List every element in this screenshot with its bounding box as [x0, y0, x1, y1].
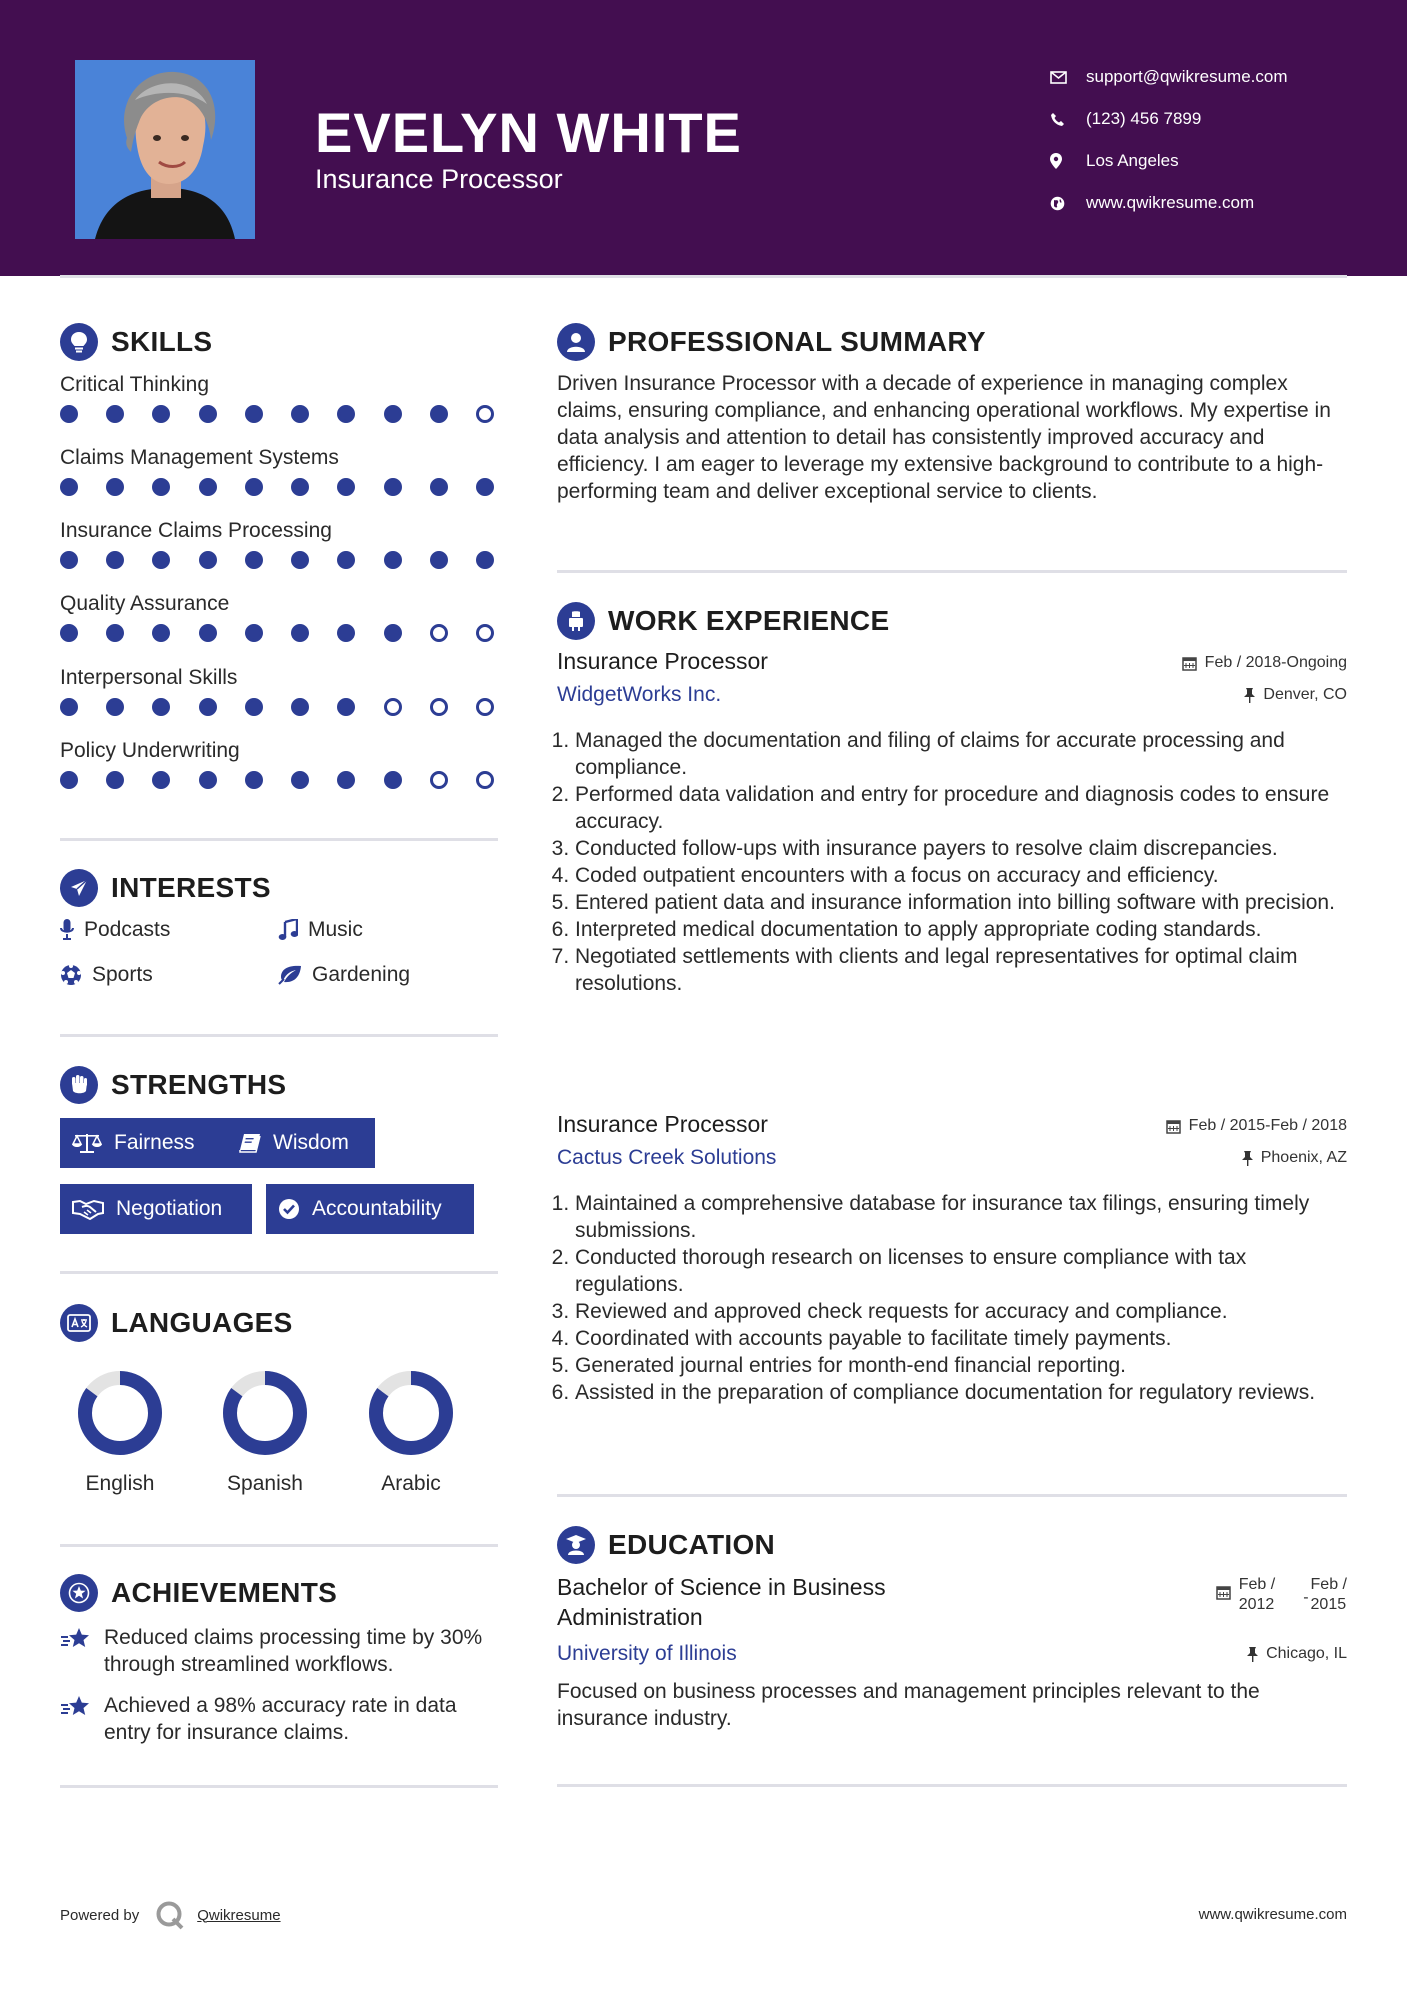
degree-title: Bachelor of Science in Business Administration: [557, 1574, 886, 1630]
rating-dot-empty: [476, 405, 494, 423]
strength-tag: Negotiation: [60, 1184, 252, 1234]
skill-label: Quality Assurance: [60, 592, 230, 615]
job-entry: [557, 648, 1347, 997]
profile-photo: [75, 60, 255, 239]
job-date: Feb / 2015-Feb / 2018: [1166, 1111, 1347, 1135]
skill-item: [60, 517, 500, 569]
rating-dot-empty: [476, 771, 494, 789]
summary-text: Driven Insurance Processor with a decade of experience in managing complex claims, ensuring compliance, and enhancing operational workflows. My expertise in data analysis and attention to detail has consistently improved accuracy and efficiency. I am eager to leverage my extensive background to contribute to a high-performing team and deliver exceptional service to clients.: [557, 372, 1331, 503]
contact-info: [1050, 56, 1380, 224]
powered-by-text: Powered by: [60, 1906, 140, 1924]
contact-phone[interactable]: [1050, 98, 1380, 140]
skill-item: [60, 444, 500, 496]
skill-item: [60, 737, 500, 789]
rating-dot-filled: [384, 771, 402, 789]
user-icon: [557, 323, 595, 361]
rating-dot-filled: [337, 478, 355, 496]
job-bullet: 4. Coordinated with accounts payable to facilitate timely payments.: [575, 1325, 1347, 1352]
handshake-icon: [72, 1198, 104, 1220]
rating-dot-filled: [384, 405, 402, 423]
job-bullet: 1. Maintained a comprehensive database for insurance tax filings, ensuring timely submissions.: [575, 1190, 1347, 1244]
shooting-star-icon: [60, 1624, 104, 1678]
education-entry: [557, 1572, 1347, 1732]
rating-dot-filled: [106, 405, 124, 423]
interest-item: Podcasts: [60, 918, 170, 942]
education-heading: EDUCATION: [557, 1526, 775, 1564]
skill-item: [60, 371, 500, 423]
job-location: Denver, CO: [1244, 686, 1347, 704]
qwikresume-link[interactable]: Qwikresume: [197, 1906, 281, 1924]
job-bullets: [557, 1190, 1347, 1406]
job-bullet: 1. Managed the documentation and filing of claims for accurate processing and compliance.: [575, 727, 1347, 781]
rating-dot-filled: [337, 771, 355, 789]
achievements-heading: ACHIEVEMENTS: [60, 1574, 337, 1612]
languages-divider: [60, 1544, 498, 1547]
rating-dot-filled: [199, 771, 217, 789]
rating-dot-empty: [476, 624, 494, 642]
education-description: Focused on business processes and management principles relevant to the insurance industry.: [557, 1680, 1260, 1730]
contact-location: [1050, 140, 1380, 182]
work-divider: [557, 1494, 1347, 1497]
rating-dot-filled: [430, 551, 448, 569]
education-divider: [557, 1784, 1347, 1787]
language-label: English: [85, 1472, 155, 1495]
pushpin-icon: [1244, 688, 1255, 703]
footer-branding: [60, 1900, 281, 1930]
education-date: Feb / 2012 - Feb / 2015: [1216, 1572, 1347, 1615]
interest-item: Gardening: [278, 963, 410, 987]
skill-rating: [60, 771, 500, 789]
microphone-icon: [60, 919, 74, 941]
job-entry: [557, 1111, 1347, 1406]
contact-website[interactable]: [1050, 182, 1380, 224]
rating-dot-filled: [291, 698, 309, 716]
pushpin-icon: [1242, 1151, 1253, 1166]
pushpin-icon: [1247, 1647, 1258, 1662]
envelope-icon: [1050, 71, 1086, 84]
skill-rating: [60, 624, 500, 642]
rating-dot-empty: [476, 698, 494, 716]
job-bullets: [557, 727, 1347, 997]
achievement-item: Reduced claims processing time by 30% through streamlined workflows.: [60, 1624, 500, 1678]
rating-dot-empty: [430, 771, 448, 789]
rating-dot-filled: [60, 478, 78, 496]
skill-rating: [60, 551, 500, 569]
job-bullet: 7. Negotiated settlements with clients and legal representatives for optimal claim resolutions.: [575, 943, 1347, 997]
job-bullet: 2. Performed data validation and entry for procedure and diagnosis codes to ensure accuracy.: [575, 781, 1347, 835]
rating-dot-filled: [60, 698, 78, 716]
rating-dot-filled: [199, 698, 217, 716]
calendar-icon: [1166, 1119, 1181, 1134]
book-icon: [239, 1133, 261, 1153]
lightbulb-icon: [60, 323, 98, 361]
rating-dot-filled: [291, 624, 309, 642]
skill-rating: [60, 405, 500, 423]
skill-item: [60, 664, 500, 716]
company-name: WidgetWorks Inc.: [557, 683, 722, 706]
paper-plane-icon: [60, 869, 98, 907]
header-divider: [60, 275, 1347, 278]
rating-dot-filled: [291, 478, 309, 496]
contact-website-text: www.qwikresume.com: [1086, 193, 1255, 212]
candidate-title: Insurance Processor: [315, 164, 563, 194]
contact-phone-text: (123) 456 7899: [1086, 109, 1202, 128]
map-pin-icon: [1050, 153, 1086, 169]
job-bullet: 5. Entered patient data and insurance information into billing software with precision.: [575, 889, 1347, 916]
rating-dot-filled: [337, 405, 355, 423]
strength-tag: Accountability: [266, 1184, 474, 1234]
strengths-heading: STRENGTHS: [60, 1066, 286, 1104]
contact-email[interactable]: [1050, 56, 1380, 98]
company-name: Cactus Creek Solutions: [557, 1146, 777, 1169]
skill-rating: [60, 478, 500, 496]
job-bullet: 6. Interpreted medical documentation to apply appropriate coding standards.: [575, 916, 1347, 943]
globe-icon: [1050, 196, 1086, 211]
raised-fist-icon: [60, 1066, 98, 1104]
soccer-ball-icon: [60, 964, 82, 986]
job-bullet: 5. Generated journal entries for month-end financial reporting.: [575, 1352, 1347, 1379]
resume-header: [0, 0, 1407, 276]
languages-heading: LANGUAGES: [60, 1304, 293, 1342]
skill-item: [60, 590, 500, 642]
candidate-name: EVELYN WHITE: [315, 101, 742, 164]
language-donut: [75, 1368, 165, 1458]
calendar-icon: [1216, 1575, 1231, 1600]
skill-label: Insurance Claims Processing: [60, 519, 332, 542]
rating-dot-filled: [199, 478, 217, 496]
job-bullet: 3. Reviewed and approved check requests for accuracy and compliance.: [575, 1298, 1347, 1325]
language-item: [55, 1368, 185, 1496]
skills-heading: SKILLS: [60, 323, 212, 361]
rating-dot-filled: [106, 478, 124, 496]
rating-dot-filled: [245, 771, 263, 789]
skill-label: Claims Management Systems: [60, 446, 339, 469]
rating-dot-filled: [106, 551, 124, 569]
job-bullet: 6. Assisted in the preparation of compliance documentation for regulatory reviews.: [575, 1379, 1347, 1406]
skill-label: Interpersonal Skills: [60, 666, 238, 689]
job-bullet: 4. Coded outpatient encounters with a focus on accuracy and efficiency.: [575, 862, 1347, 889]
briefcase-icon: [557, 602, 595, 640]
language-label: Arabic: [381, 1472, 441, 1495]
rating-dot-filled: [60, 551, 78, 569]
job-location: Phoenix, AZ: [1242, 1149, 1347, 1167]
rating-dot-filled: [60, 771, 78, 789]
rating-dot-filled: [199, 405, 217, 423]
language-item: [346, 1368, 476, 1496]
skills-divider: [60, 838, 498, 841]
strengths-divider: [60, 1271, 498, 1274]
rating-dot-filled: [152, 405, 170, 423]
strength-tag: Wisdom: [227, 1118, 375, 1168]
rating-dot-filled: [199, 551, 217, 569]
school-name: University of Illinois: [557, 1642, 737, 1665]
rating-dot-filled: [245, 624, 263, 642]
rating-dot-filled: [152, 624, 170, 642]
check-circle-icon: [278, 1198, 300, 1220]
rating-dot-filled: [245, 478, 263, 496]
leaf-icon: [278, 965, 302, 985]
work-heading: WORK EXPERIENCE: [557, 602, 889, 640]
strength-tag: Fairness: [60, 1118, 228, 1168]
rating-dot-filled: [245, 405, 263, 423]
job-bullet: 2. Conducted thorough research on licenses to ensure compliance with tax regulations.: [575, 1244, 1347, 1298]
rating-dot-filled: [384, 551, 402, 569]
rating-dot-filled: [384, 478, 402, 496]
rating-dot-filled: [106, 624, 124, 642]
skill-rating: [60, 698, 500, 716]
rating-dot-empty: [430, 624, 448, 642]
rating-dot-filled: [291, 771, 309, 789]
contact-email-text: support@qwikresume.com: [1086, 67, 1288, 86]
rating-dot-filled: [430, 405, 448, 423]
rating-dot-filled: [152, 478, 170, 496]
footer-website[interactable]: www.qwikresume.com: [1198, 1906, 1347, 1923]
star-badge-icon: [60, 1574, 98, 1612]
shooting-star-icon: [60, 1692, 104, 1746]
interests-divider: [60, 1034, 498, 1037]
job-bullet: 3. Conducted follow-ups with insurance payers to resolve claim discrepancies.: [575, 835, 1347, 862]
rating-dot-filled: [430, 478, 448, 496]
rating-dot-filled: [291, 551, 309, 569]
language-card-icon: [60, 1304, 98, 1342]
interest-item: Sports: [60, 963, 153, 987]
rating-dot-filled: [476, 478, 494, 496]
job-title: Insurance Processor: [557, 1111, 768, 1137]
balance-scale-icon: [72, 1132, 102, 1154]
rating-dot-filled: [106, 771, 124, 789]
language-donut: [366, 1368, 456, 1458]
rating-dot-filled: [60, 624, 78, 642]
interest-item: Music: [278, 918, 363, 942]
graduate-icon: [557, 1526, 595, 1564]
skill-label: Policy Underwriting: [60, 739, 240, 762]
rating-dot-filled: [152, 551, 170, 569]
rating-dot-filled: [245, 698, 263, 716]
music-note-icon: [278, 919, 298, 941]
phone-icon: [1050, 112, 1086, 127]
achievements-divider: [60, 1785, 498, 1788]
interests-heading: INTERESTS: [60, 869, 271, 907]
rating-dot-filled: [337, 551, 355, 569]
rating-dot-empty: [430, 698, 448, 716]
language-item: [200, 1368, 330, 1496]
rating-dot-filled: [199, 624, 217, 642]
rating-dot-empty: [384, 698, 402, 716]
school-location: Chicago, IL: [1247, 1645, 1347, 1663]
rating-dot-filled: [60, 405, 78, 423]
rating-dot-filled: [337, 698, 355, 716]
rating-dot-filled: [152, 698, 170, 716]
rating-dot-filled: [476, 551, 494, 569]
summary-heading: PROFESSIONAL SUMMARY: [557, 323, 986, 361]
rating-dot-filled: [106, 698, 124, 716]
job-date: Feb / 2018-Ongoing: [1182, 648, 1347, 672]
rating-dot-filled: [291, 405, 309, 423]
contact-location-text: Los Angeles: [1086, 151, 1179, 170]
language-label: Spanish: [227, 1472, 303, 1495]
language-donut: [220, 1368, 310, 1458]
job-title: Insurance Processor: [557, 648, 768, 674]
rating-dot-filled: [245, 551, 263, 569]
summary-divider: [557, 570, 1347, 573]
skill-label: Critical Thinking: [60, 373, 209, 396]
rating-dot-filled: [384, 624, 402, 642]
qwikresume-logo-icon: [155, 1900, 185, 1930]
rating-dot-filled: [337, 624, 355, 642]
achievement-item: Achieved a 98% accuracy rate in data entry for insurance claims.: [60, 1692, 500, 1746]
rating-dot-filled: [152, 771, 170, 789]
calendar-icon: [1182, 656, 1197, 671]
